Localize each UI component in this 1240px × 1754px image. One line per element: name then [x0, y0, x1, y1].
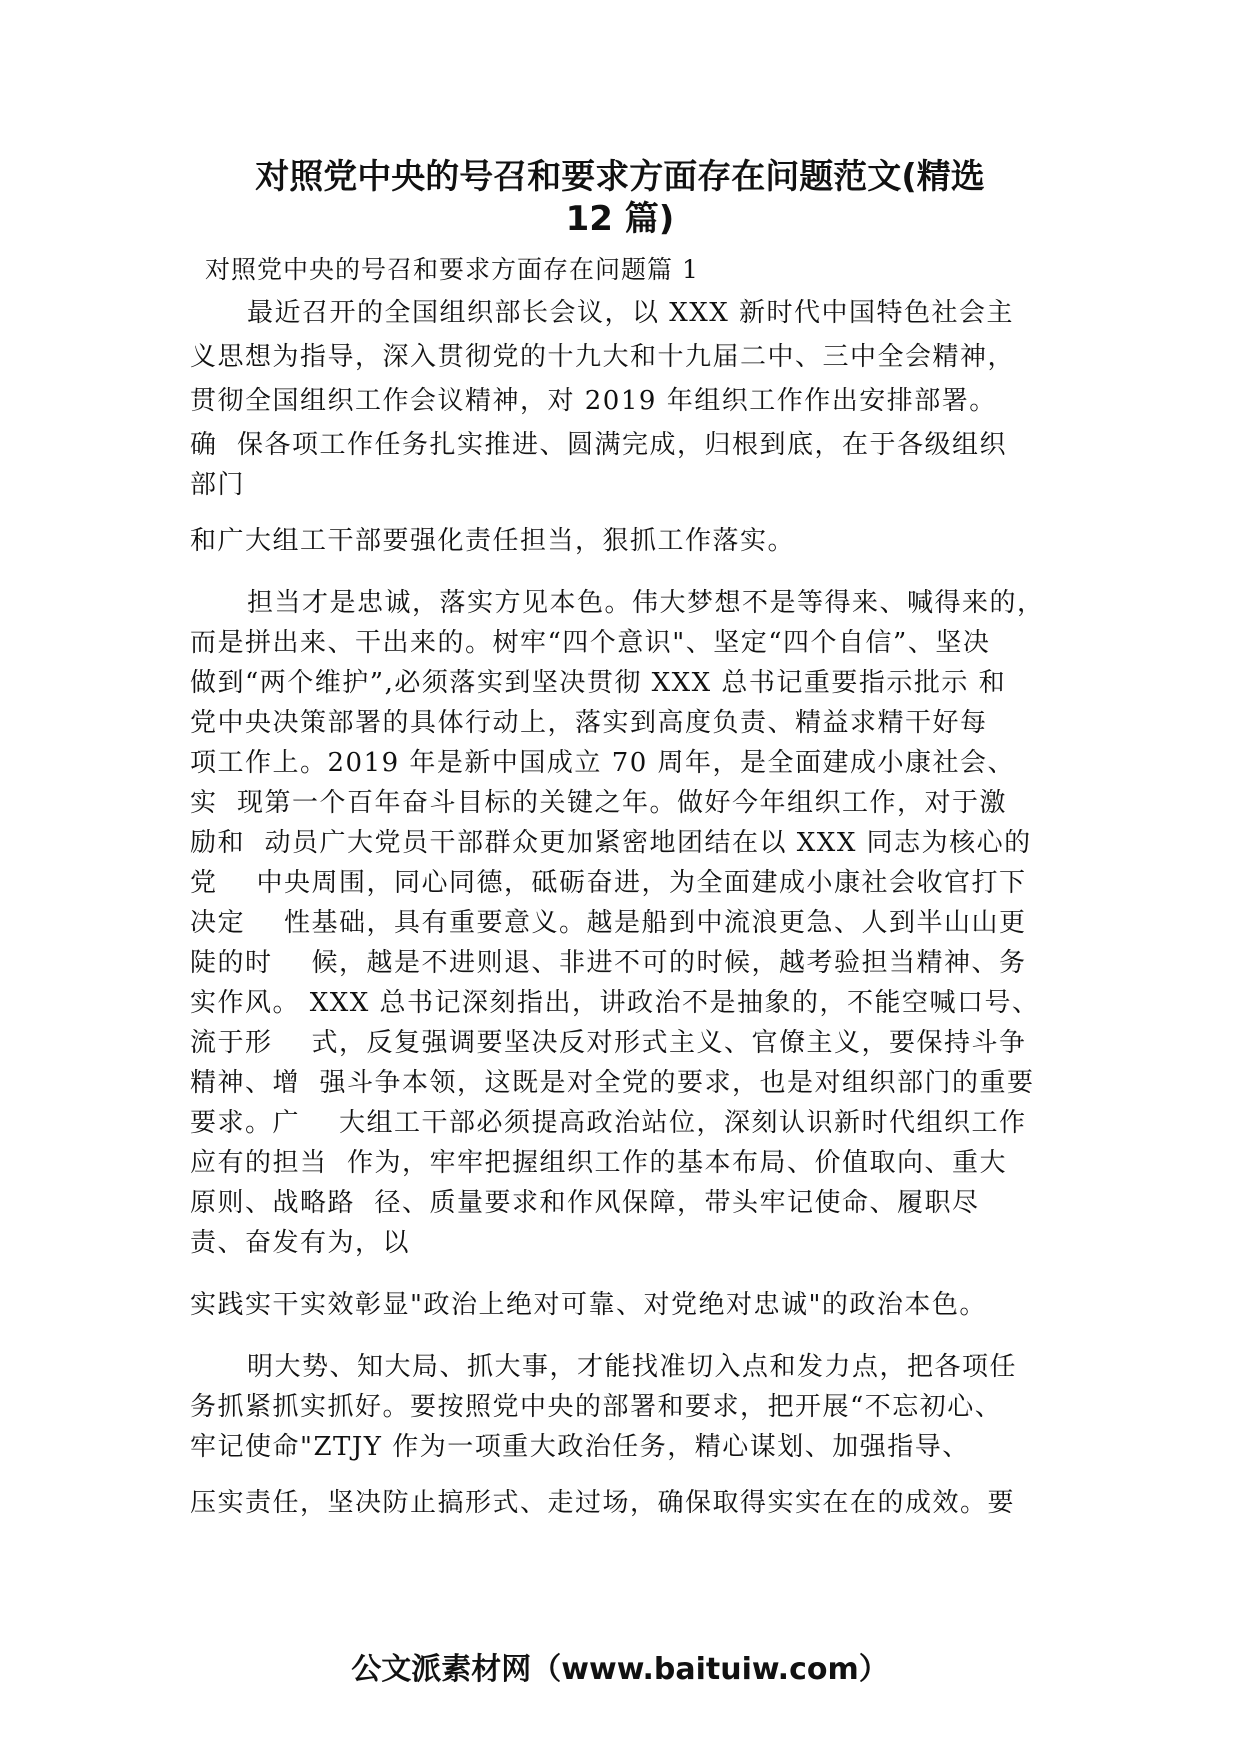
paragraph-line: 应有的担当 作为，牢牢把握组织工作的基本布局、价值取向、重大: [190, 1148, 1008, 1178]
paragraph-line: 陡的时 候，越是不进则退、非进不可的时候，越考验担当精神、务: [190, 948, 1027, 978]
paragraph-line: 原则、战略路 径、质量要求和作风保障，带头牢记使命、履职尽: [190, 1188, 980, 1218]
paragraph-line: 而是拼出来、干出来的。树牢“四个意识"、坚定“四个自信”、坚决: [190, 628, 991, 658]
paragraph-line: 实 现第一个百年奋斗目标的关键之年。做好今年组织工作，对于激: [190, 788, 1008, 818]
footer-site-name: 公文派素材网（www.baituiw.com）: [351, 1652, 889, 1687]
paragraph-line: 实作风。 XXX 总书记深刻指出，讲政治不是抽象的，不能空喊口号、: [190, 988, 1040, 1018]
paragraph-line: 党中央决策部署的具体行动上，落实到高度负责、精益求精干好每: [190, 708, 988, 738]
paragraph-line: 做到“两个维护”,必须落实到坚决贯彻 XXX 总书记重要指示批示 和: [190, 668, 1007, 698]
paragraph-line: 义思想为指导，深入贯彻党的十九大和十九届二中、三中全会精神，: [190, 342, 1016, 372]
paragraph-line: 明大势、知大局、抓大事，才能找准切入点和发力点，把各项任: [247, 1352, 1018, 1382]
paragraph-line: 流于形 式，反复强调要坚决反对形式主义、官僚主义，要保持斗争: [190, 1028, 1027, 1058]
paragraph-line: 要求。广 大组工干部必须提高政治站位，深刻认识新时代组织工作: [190, 1108, 1027, 1138]
paragraph-line: 牢记使命"ZTJY 作为一项重大政治任务，精心谋划、加强指导、: [190, 1432, 970, 1462]
paragraph-line: 责、奋发有为，以: [190, 1228, 411, 1258]
document-title-line-1: 对照党中央的号召和要求方面存在问题范文(精选: [255, 157, 985, 197]
paragraph-3-continuation: 压实责任，坚决防止搞形式、走过场，确保取得实实在在的成效。要: [190, 1488, 1016, 1518]
paragraph-line: 党 中央周围，同心同德，砥砺奋进，为全面建成小康社会收官打下: [190, 868, 1027, 898]
paragraph-line: 贯彻全国组织工作会议精神，对 2019 年组织工作作出安排部署。: [190, 386, 997, 416]
paragraph-line: 确 保各项工作任务扎实推进、圆满完成，归根到底，在于各级组织: [190, 430, 1008, 460]
paragraph-line: 项工作上。2019 年是新中国成立 70 周年，是全面建成小康社会、: [190, 748, 1016, 778]
document-title-line-2: 12 篇): [565, 199, 675, 239]
paragraph-line: 精神、增 强斗争本领，这既是对全党的要求，也是对组织部门的重要: [190, 1068, 1035, 1098]
paragraph-line: 励和 动员广大党员干部群众更加紧密地团结在以 XXX 同志为核心的: [190, 828, 1032, 858]
paragraph-2-continuation: 实践实干实效彰显"政治上绝对可靠、对党绝对忠诚"的政治本色。: [190, 1290, 987, 1320]
paragraph-line: 最近召开的全国组织部长会议，以 XXX 新时代中国特色社会主: [247, 298, 1015, 328]
paragraph-line: 决定 性基础，具有重要意义。越是船到中流浪更急、人到半山山更: [190, 908, 1027, 938]
section-heading: 对照党中央的号召和要求方面存在问题篇 1: [205, 255, 699, 284]
paragraph-line: 务抓紧抓实抓好。要按照党中央的部署和要求，把开展“不忘初心、: [190, 1392, 1003, 1422]
paragraph-1-continuation: 和广大组工干部要强化责任担当，狠抓工作落实。: [190, 526, 796, 556]
paragraph-line: 担当才是忠诚，落实方见本色。伟大梦想不是等得来、喊得来的，: [247, 588, 1045, 618]
paragraph-line: 部门: [190, 470, 246, 500]
